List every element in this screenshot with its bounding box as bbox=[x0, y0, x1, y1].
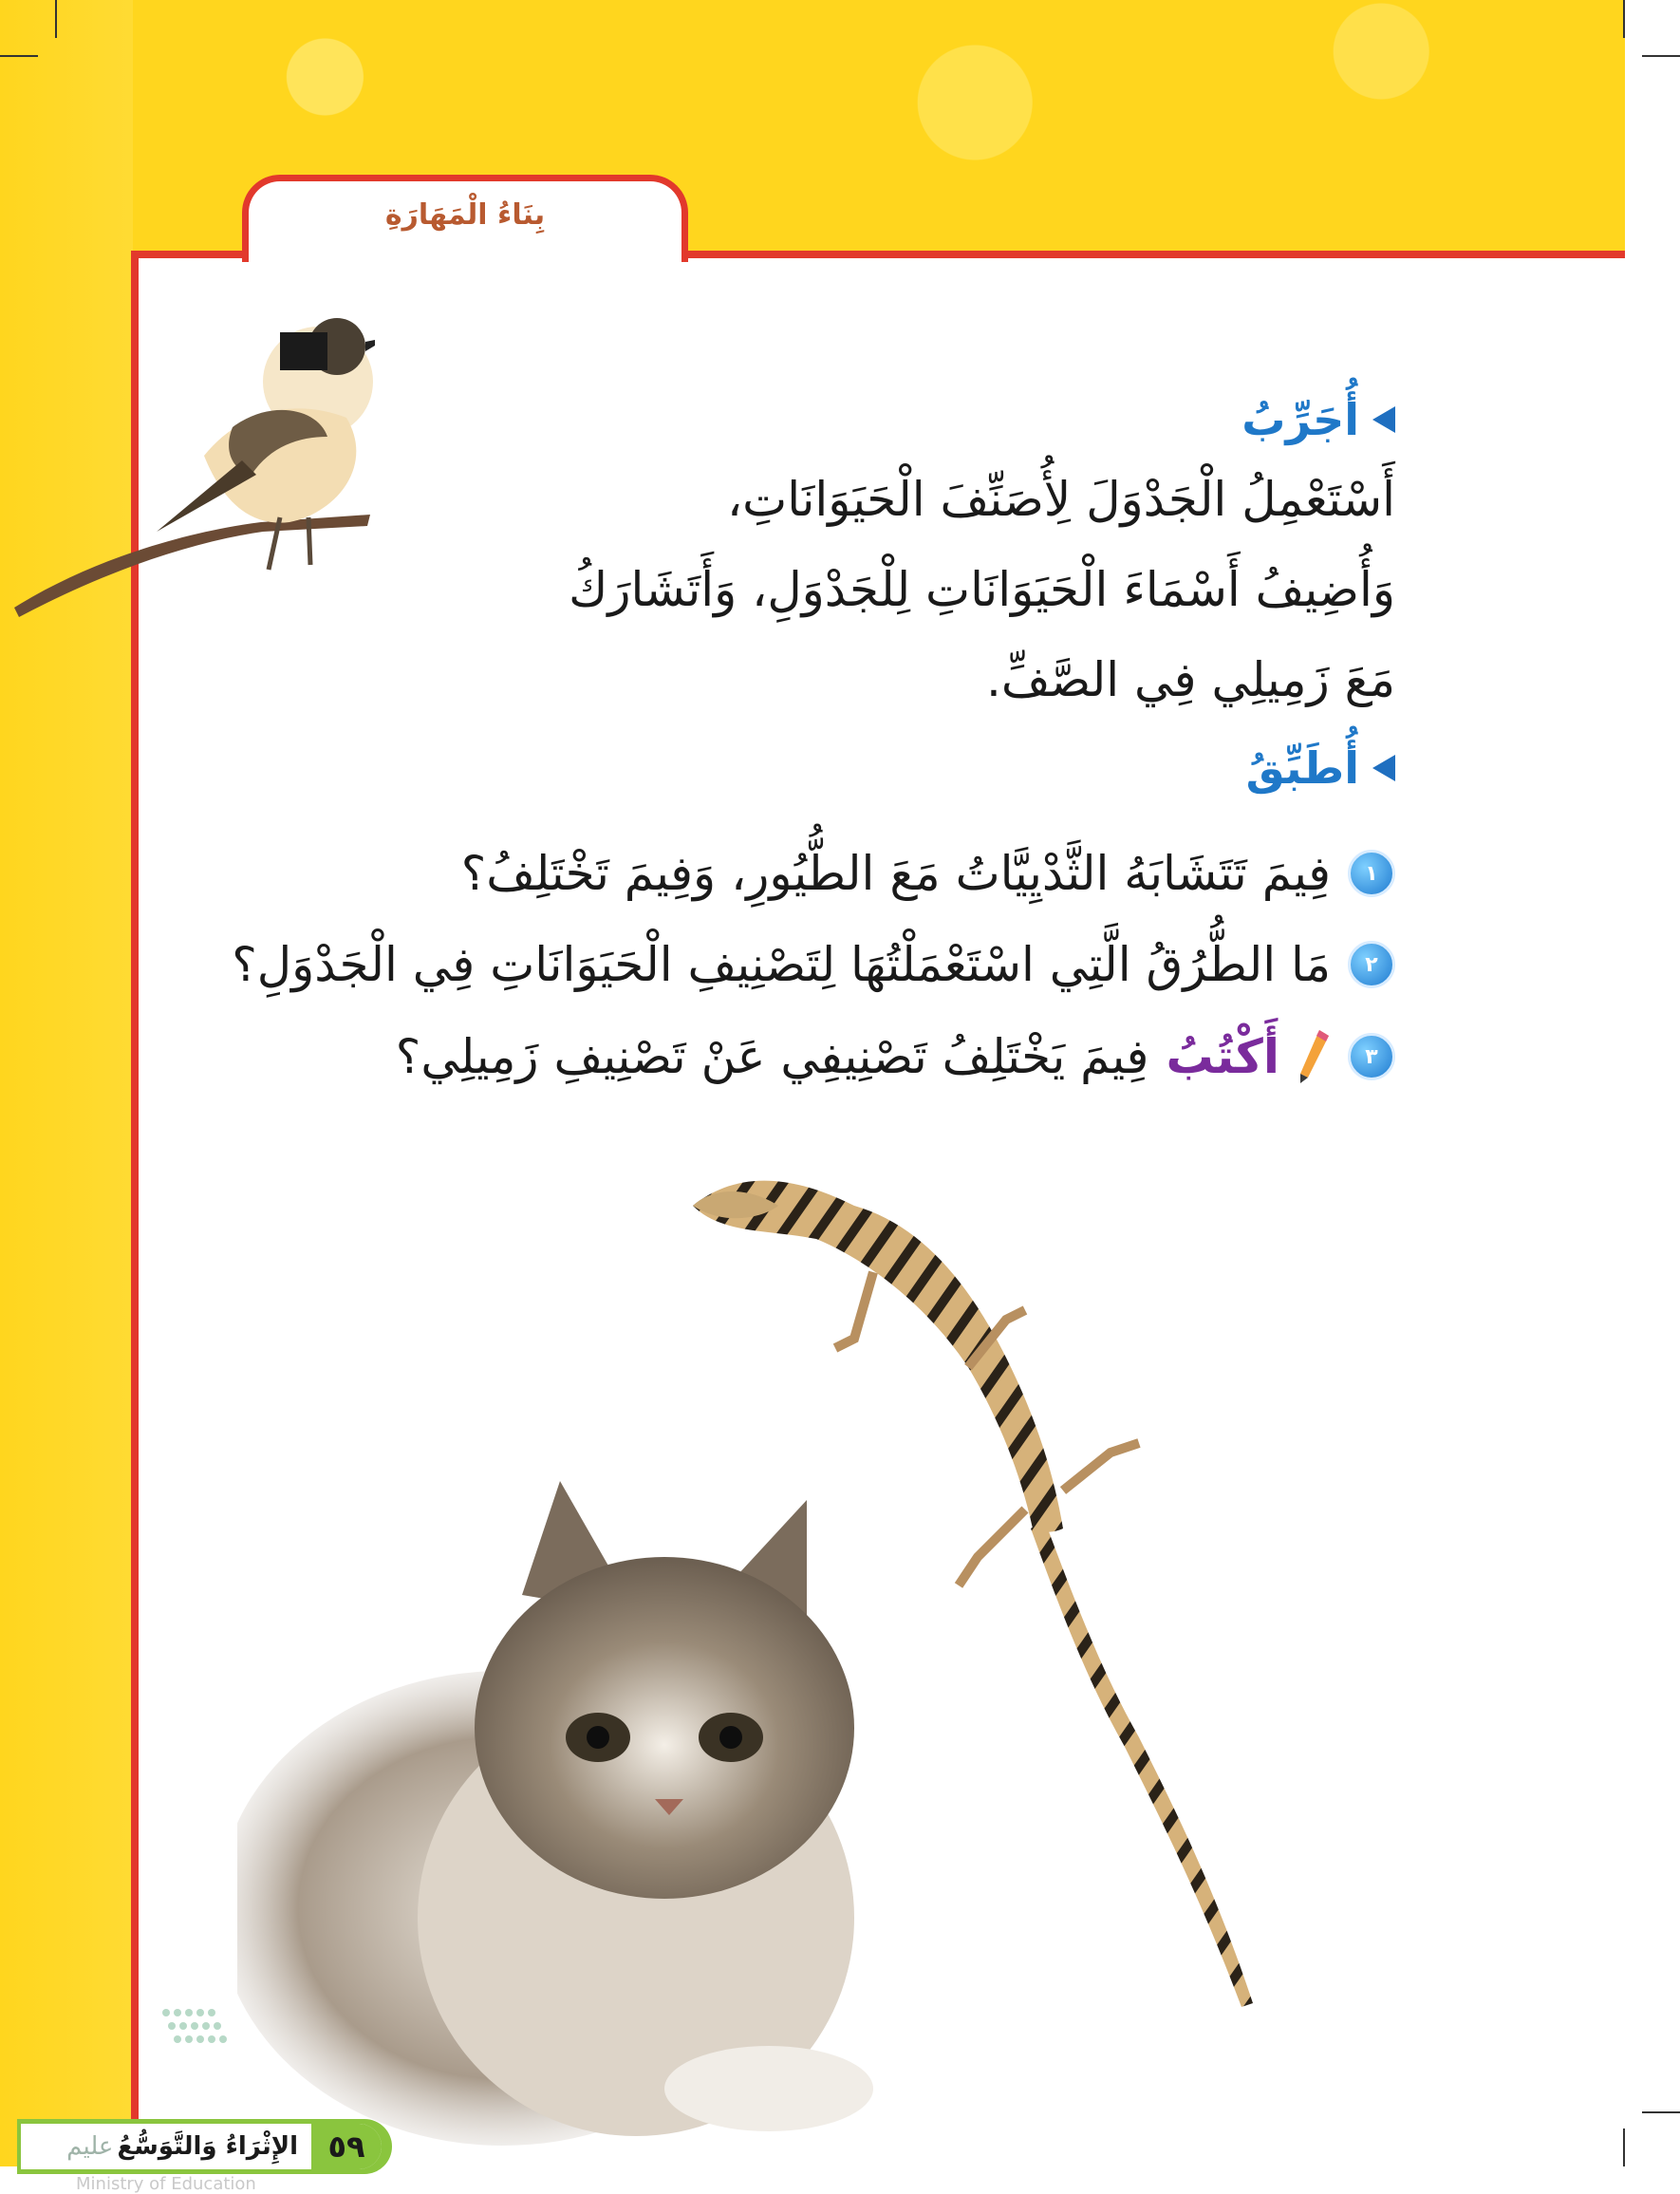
kitten-illustration bbox=[237, 1462, 1092, 2165]
question-number-badge: ٢ bbox=[1348, 941, 1395, 988]
paragraph-line: مَعَ زَمِيلِي فِي الصَّفِّ. bbox=[985, 652, 1395, 707]
crop-mark bbox=[1623, 0, 1625, 38]
question-item bbox=[209, 937, 1395, 992]
crop-mark bbox=[1642, 2111, 1680, 2113]
crop-mark bbox=[1623, 2128, 1625, 2166]
try-heading bbox=[304, 394, 1395, 445]
skill-tab bbox=[242, 175, 688, 262]
try-heading-text: أُجَرِّبُ bbox=[1241, 394, 1359, 445]
footer-logo-text: عليم bbox=[66, 2132, 114, 2161]
skill-tab-label: بِنَاءُ الْمَهَارَةِ bbox=[384, 198, 546, 232]
ministry-logo-icon bbox=[157, 2003, 271, 2070]
question-text: مَا الطُّرُقُ الَّتِي اسْتَعْمَلْتُهَا لِتَصْنِيفِ الْحَيَوَانَاتِ فِي الْجَدْوَلِ؟ bbox=[232, 937, 1331, 992]
question-text: فِيمَ يَخْتَلِفُ تَصْنِيفِي عَنْ تَصْنِيفِ زَمِيلِي؟ bbox=[395, 1029, 1149, 1084]
crop-mark bbox=[0, 55, 38, 57]
triangle-bullet-icon bbox=[1372, 406, 1395, 433]
apply-section bbox=[209, 742, 1395, 1085]
question-item bbox=[209, 846, 1395, 901]
watermark-line: Ministry of Education bbox=[76, 2174, 256, 2194]
paragraph-line: أَسْتَعْمِلُ الْجَدْوَلَ لِأُصَنِّفَ الْحَيَوَانَاتِ، bbox=[727, 472, 1395, 527]
question-item bbox=[209, 1028, 1395, 1085]
footer-section-label: الإِثْرَاءُ وَالتَّوَسُّعُ bbox=[117, 2132, 298, 2161]
crop-mark bbox=[1642, 55, 1680, 57]
try-section bbox=[304, 394, 1395, 725]
apply-heading-text: أُطَبِّقُ bbox=[1245, 742, 1359, 794]
triangle-bullet-icon bbox=[1372, 755, 1395, 781]
question-number-badge: ١ bbox=[1348, 850, 1395, 897]
apply-heading bbox=[209, 742, 1395, 794]
crop-mark bbox=[55, 0, 57, 38]
write-label: أَكْتُبُ bbox=[1166, 1029, 1279, 1084]
pencil-icon bbox=[1297, 1028, 1331, 1085]
question-number-badge: ٣ bbox=[1348, 1033, 1395, 1080]
paragraph-line: وَأُضِيفُ أَسْمَاءَ الْحَيَوَانَاتِ لِلْجَدْوَلِ، وَأَتَشَارَكُ bbox=[569, 562, 1395, 617]
question-text: فِيمَ تَتَشَابَهُ الثَّدْيِيَّاتُ مَعَ الطُّيُورِ، وَفِيمَ تَخْتَلِفُ؟ bbox=[460, 846, 1331, 901]
page-number: ٥٩ bbox=[311, 2124, 382, 2169]
try-paragraph bbox=[304, 455, 1395, 725]
footer bbox=[21, 2124, 382, 2169]
